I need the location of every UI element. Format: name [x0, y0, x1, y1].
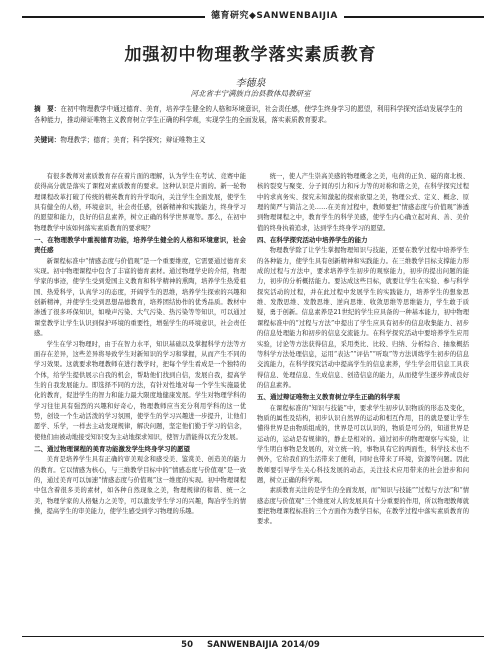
body-paragraph: 学生在学习物理时，由于在智力水平，知识基础以及掌握科学方法等方面存在差异，这些差异将导致学生对新知识的学习和掌握，从而产生不同的学习效果。这就要求物理教师在进行教学时，把每个学生看成是一个独特的个体，给学生提供展示自我的机会，帮助他们找到自信，发展自我，提高学生的自我发展能力。即选择不同的方法，有针对性地对每一个学生实施最优化的教育，促进学生的智力和能力最大限度地健康发展。学生对物理学科的学习往往具有强烈的兴趣和好奇心，物理教师应当充分利用学科的这一优势，创设一个生动活泼的学习氛围，使学生的学习兴趣进一步提升，让他们愿学、乐学，一样去主动发现规律，解决问题，坚定他们勤于学习的信念，使他们由被动地接受知识变为主动地探求知识，使智力潜能得以充分发展。	[34, 340, 246, 441]
article-author: 李德泉	[235, 78, 266, 89]
body-paragraph: 在课程标准的“知识与技能”中，要求学生初步认识物质的形态及变化，物质的属性及结构，初步认识自然界的运动和相互作用，目的就是要让学生懂得世界是由物质组成的，世界是可以认识的，物质是可分的，知道世界是运动的，运动是有规律的，静止是相对的。通过初步的物理观察与实验，让学生明白事物是发展的，对立统一的，事物具有它的两面性，科学技术也不例外，它给我们的生活带来了便利，同时也带来了环境，资源等问题。因此教师要引导学生关心科技发展的动态，关注技术应用带来的社会进步和问题，树立正确的科学观。	[257, 404, 469, 484]
article-affiliation: 河北省丰宁满族自治县教体局教研室	[190, 89, 311, 98]
body-paragraph: 新课程标准中“情感态度与价值观”是一个重要维度，它需要通过德育来实现。初中物理课程中包含了丰富的德育素材。通过物理学史的介绍，物理学家的事迹，使学生受到爱国主义教育和科学精神的熏陶，培养学生热爱祖国、热爱科学，认真学习的态度，开阔学生的思维，培养学生探索的兴趣和创新精神，并使学生受到思想品德教育，培养团结协作的优秀品质。教材中渗透了很多环保知识，如噪声污染、大气污染、热污染等等知识，可以通过课堂教学让学生认识到保护环境的重要性，增强学生的环境意识，社会责任感。	[34, 257, 246, 338]
body-paragraph: 有很多教师对素质教育存在着片面的理解，认为学生在考试、竞赛中能获得高分就是落实了课程对素质教育的要求。这种认识是片面的。新一轮物理课程改革打破了传统的精英教育的升学取向，关注学生全面发展，使学生具有健全的人格，环境意识，社会责任感，创新精神和实践能力，终身学习的愿望和能力，良好的信息素养，树立正确的科学世界观等。那么，在初中物理教学中该如何落实素质教育的要求呢？	[34, 173, 246, 232]
footer-rule	[22, 636, 484, 637]
section-heading: 二、通过物理课程的美育功能激发学生终身学习的愿望	[34, 444, 190, 453]
footer-journal: SANWENBAIJIA 2014/09	[207, 640, 320, 650]
section-heading: 四、在科学探究活动中培养学生的能力	[257, 236, 368, 245]
abstract-text: 在初中物理教学中通过德育、美育，培养学生健全的人格和环境意识，社会责任感，使学生终身学习的愿望，利用科学探究活动发展学生的各种能力，推动辩证唯物主义教育树立学生正确的科学观，实现学生的全面发展，落实素质教育要求。	[34, 105, 463, 124]
body-paragraph: 素质教育关注的是学生的全面发展，而“知识与技能”“过程与方法”和“情感态度与价值观”三个维度对人的发展具有十分重要的作用，所以物理教师就要把物理课程标准的三个方面作为教学目标，在教学过程中落实素质教育的要求。	[257, 487, 469, 526]
body-column-right	[257, 172, 469, 528]
keywords-text: 物理教学；德育；美育；科学探究；辩证唯物主义	[60, 136, 206, 144]
journal-header-label: 德育研究◆SANWENBAIJIA	[205, 8, 344, 21]
section-heading: 五、通过辩证唯物主义教育树立学生正确的科学观	[257, 393, 400, 402]
page-footer	[0, 640, 501, 650]
body-paragraph: 物理教学除了让学生掌握物理知识与技能，还要在教学过程中培养学生的各种能力，使学生具有创新精神和实践能力。在三维教学目标支撑能力形成的过程与方法中，要求培养学生初步的观察能力，初步的提出问题的能力，初步的分析概括能力。要达成这些目标，就要让学生在实验、参与科学探究活动的过程，并在此过程中发展学生的实践能力，培养学生的想象思维、发散思维、发散思维、逆向思维、收敛思维等思维能力，学生敢于质疑，勇于创新。信息素养是21世纪的学生应具备的一种基本能力，初中物理课程标准中的“过程与方法”中提出了学生应具有初步的信息收集能力、初步的信息处理能力和初步的信息交流能力。在科学探究活动中要培养学生应用实验，讨论等方法获得信息，采用类比、比较、归纳、分析综合、抽象概括等科学方法处理信息，运用“表达”“评估”“听取”等方法训练学生初步的信息交流能力，在科学探究活动中提高学生的信息素养，学生学会用信息工具获得信息、处理信息、生成信息、创造信息的能力，从而使学生逐步养成良好的信息素养。	[257, 247, 469, 389]
running-header	[0, 6, 501, 26]
section-heading: 一、在物理教学中重视德育功能，培养学生健全的人格和环境意识，社会责任感	[34, 236, 246, 255]
keywords-label: 关键词：	[34, 136, 61, 144]
page-number: 50	[181, 640, 194, 650]
abstract-label: 摘 要：	[34, 105, 61, 113]
article-title: 加强初中物理教学落实素质教育	[124, 45, 377, 65]
body-paragraph: 统一，使人产生崇高美感的物理概念之美，电荷的正负、磁的南北极、核的裂变与聚变、分子间的引力和斥力等的对称和谐之美，在科学探究过程中的求真务实、探究未知激起的探索欲望之美，物理公式、定义、概念、原理的简严与简洁之美……在美育过程中，教师要把“情感态度与价值观”渗透到物理课程之中，教育学生的科学美感，使学生内心确立起对真、善、美价值的终身执着追求，达到学生终身学习的愿望。	[257, 173, 469, 232]
body-column-left	[34, 172, 246, 517]
abstract	[34, 104, 468, 125]
keywords	[34, 135, 468, 145]
body-paragraph: 美育是培养学生具有正确的审美观念和感受美、鉴赏美、创造美的能力的教育。它以情感为核心，与三维教学目标中的“情感态度与价值观”是一致的，通过美育可以加速“情感态度与价值观”这一维度的实现。初中物理课程中包含着很多美的素材，如各种自然现象之美，物理规律的和谐、统一之美，物理学家的人格魅力之美等，可以激发学生学习的兴趣，陶冶学生的情操，提高学生的审美能力，使学生感受到学习物理的乐趣。	[34, 456, 246, 515]
